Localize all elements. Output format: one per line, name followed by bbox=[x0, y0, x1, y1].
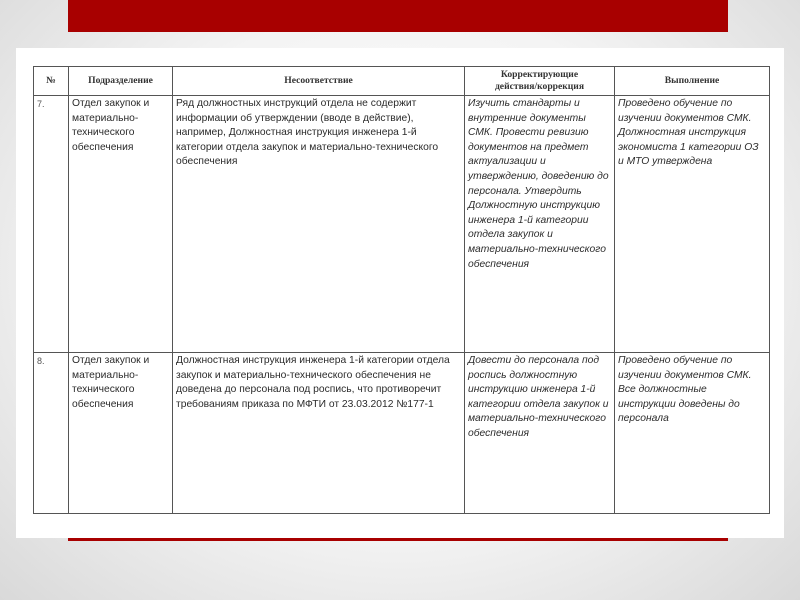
execution-text: Проведено обучение по изучении документов СМК. Все должностные инструкции доведены до персонала bbox=[618, 355, 752, 425]
header-num: № bbox=[34, 67, 69, 96]
header-nonconformity: Несоответствие bbox=[173, 67, 465, 96]
header-execution: Выполнение bbox=[615, 67, 770, 96]
table-row bbox=[34, 353, 770, 514]
header-corrective-label: Корректирующие действия/коррекция bbox=[494, 69, 585, 92]
header-department: Подразделение bbox=[69, 67, 173, 96]
execution-cell bbox=[615, 96, 770, 353]
department-cell: Отдел закупок и материально-технического обеспечения bbox=[69, 96, 173, 353]
department-cell: Отдел закупок и материально-технического обеспечения bbox=[69, 353, 173, 514]
nonconformity-table bbox=[33, 66, 770, 514]
nonconformity-cell: Ряд должностных инструкций отдела не содержит информации об утверждении (вводе в действие), например, Должностная инструкция инженера 1-й категории отдела закупок и материально-технического обеспечения bbox=[173, 96, 465, 353]
row-number: 8. bbox=[34, 353, 69, 514]
row-number: 7. bbox=[34, 96, 69, 353]
execution-cell bbox=[615, 353, 770, 514]
table-row bbox=[34, 96, 770, 353]
footer-accent-line bbox=[68, 538, 728, 541]
header-corrective-actions bbox=[465, 67, 615, 96]
table-header-row bbox=[34, 67, 770, 96]
execution-text: Проведено обучение по изучении документов СМК. Должностная инструкция экономиста 1 категории ОЗ и МТО утверждена bbox=[618, 98, 759, 168]
corrective-action-cell: Изучить стандарты и внутренние документы СМК. Провести ревизию документов на предмет актуализации и утверждению, доведению до персонала. Утвердить Должностную инструкцию инженера 1-й категории отдела закупок и материально-технического обеспечения bbox=[465, 96, 615, 353]
corrective-action-cell: Довести до персонала под роспись должностную инструкцию инженера 1-й категории отдела закупок и материально-технического обеспечения bbox=[465, 353, 615, 514]
nonconformity-cell: Должностная инструкция инженера 1-й категории отдела закупок и материально-технического обеспечения не доведена до персонала под роспись, что противоречит требованиям приказа по МФТИ от 23.03.2012 №177-1 bbox=[173, 353, 465, 514]
header-accent-bar bbox=[68, 0, 728, 32]
